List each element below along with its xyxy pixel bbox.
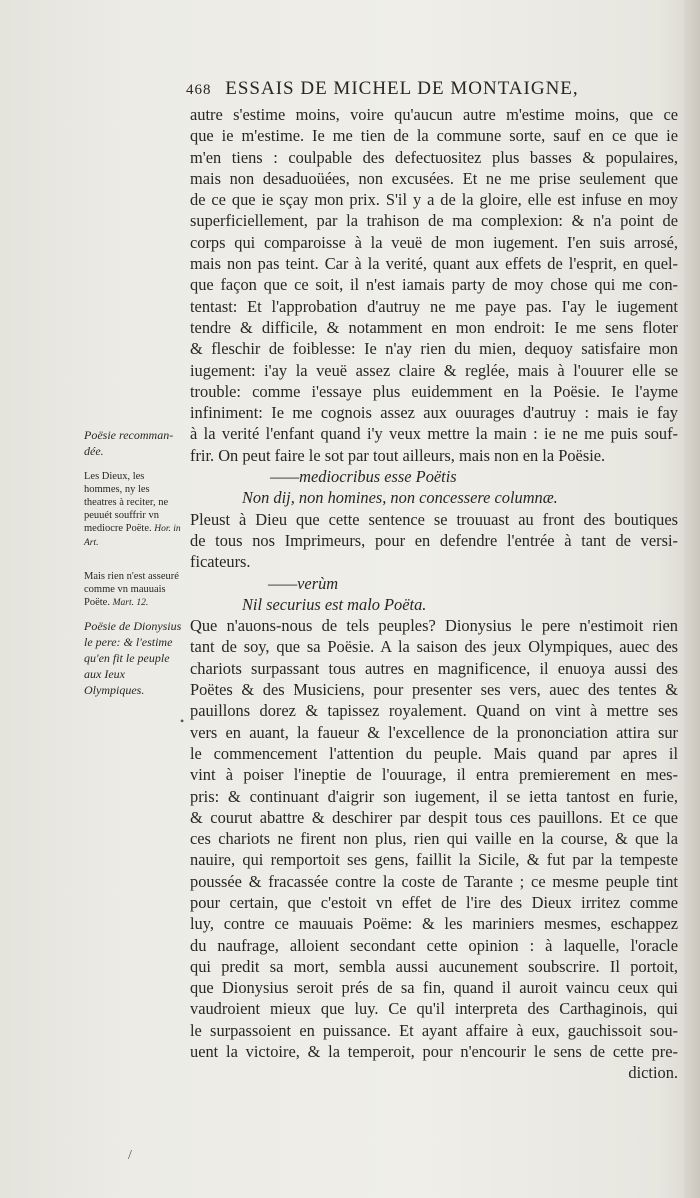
text-line: de tous nos Imprimeurs, pour en defendre l'entrée à tant de versi- <box>190 530 678 550</box>
text-line: ces chariots ne firent non plus, rien qui vaille en la course, & que la <box>190 829 678 849</box>
margin-note-reference: Mart. 12. <box>112 598 149 608</box>
text-line: ficateurs. <box>190 552 251 572</box>
margin-note-text: Mais rien n'est asseuré comme vn mauuais Poëte. <box>84 571 179 608</box>
verse-quote-line: ——verùm <box>268 573 339 593</box>
text-line: le surpassoient en puissance. Et ayant affaire à eux, gauchissoit sou- <box>190 1020 678 1040</box>
text-line: que Dionysius seroit prés de sa fin, quand il auroit vaincu ceux qui <box>190 978 678 998</box>
margin-note-dionysius: Poësie de Dionysius le pere: & l'estime qu'en fit le peuple aux Ieux Olympiques. <box>84 619 182 697</box>
text-line: & courut abattre & deschirer par despit tous ces pauillons. Et ce que <box>190 807 678 827</box>
page-number: 468 <box>186 82 212 98</box>
text-line: vers en auant, la faueur & l'excellence de la prononciation attira sur <box>190 722 678 742</box>
text-line: le commencement l'attention du peuple. Mais quand par apres il <box>190 743 678 763</box>
paper-mark: / <box>128 1148 132 1163</box>
margin-note-dieux <box>84 470 184 550</box>
margin-note-mauuais-poete <box>84 570 184 610</box>
text-line: de ce que ie sçay mon prix. S'il y a de la gloire, elle est infuse en moy <box>190 190 678 210</box>
running-title: ESSAIS DE MICHEL DE MONTAIGNE, <box>225 78 579 99</box>
text-line: que façon que ce soit, il n'est iamais party de moy chose qui me con- <box>190 275 678 295</box>
text-line: pauillons dorez & tapissez royalement. Quand on vint à mettre ses <box>190 701 678 721</box>
text-line: superficiellement, par la trahison de ma complexion: & n'a point de <box>190 211 678 231</box>
text-line: nauire, qui remportoit ses gens, faillit la Sicile, & fut par la tempeste <box>190 850 678 870</box>
text-line: tentast: Et l'approbation d'autruy ne me paye pas. I'ay le iugement <box>190 296 678 316</box>
text-line: du naufrage, alloient secondant cette opinion : à laquelle, l'oracle <box>190 935 678 955</box>
text-line: & fleschir de foiblesse: Ie n'ay rien du mien, dequoy satisfaire mon <box>190 339 678 359</box>
text-line: trouble: comme i'essaye plus euidemment en la Poësie. Ie l'ayme <box>190 381 678 401</box>
verse-quote-line: Non dij, non homines, non concessere columnæ. <box>242 488 558 508</box>
verse-quote-line: Nil securius est malo Poëta. <box>242 594 427 614</box>
text-line: tendre & difficile, & notamment en mon endroit: Ie me sens floter <box>190 317 678 337</box>
verse-quote-line: ——mediocribus esse Poëtis <box>270 467 457 487</box>
text-line: Poëtes & des Musiciens, pour presenter ses vers, auec des tentes & <box>190 680 678 700</box>
text-line: à la verité l'enfant quand i'y veux mettre la main : ie ne me puis souf- <box>190 424 678 444</box>
text-line: autre s'estime moins, voire qu'aucun autre m'estime moins, que ce <box>190 105 678 124</box>
text-line: mais non pas teint. Car à la verité, quant aux effets de l'esprit, en quel- <box>190 254 678 274</box>
margin-note-poesie: Poësie recomman-dée. <box>84 428 174 458</box>
text-line: m'en tiens : coulpable des defectuositez plus basses & populaires, <box>190 147 678 167</box>
text-line: pour certain, que c'estoit vn effet de l'ire des Dieux irritez comme <box>190 892 678 912</box>
text-line: pris: & continuant d'aigrir son iugement, il se ietta tantost en furie, <box>190 786 678 806</box>
text-line: iugement: i'ay la veuë assez claire & reglée, mais à l'ouurer elle se <box>190 360 678 380</box>
ink-speck: • <box>180 714 185 728</box>
facing-page-edge <box>684 0 700 1198</box>
text-line: vaudroient mieux que luy. Ce qu'il interpreta des Carthaginois, qui <box>190 999 678 1019</box>
text-line: Pleust à Dieu que cette sentence se trouuast au front des boutiques <box>190 509 678 529</box>
margin-note-text: Les Dieux, les hommes, ny les theatres à reciter, ne peuuét souffrir vn mediocre Poëte. <box>84 471 169 534</box>
margin-note-reference: Hor. in Art. <box>84 524 181 548</box>
text-line: frir. On peut faire le sot par tout ailleurs, mais non en la Poësie. <box>190 445 606 465</box>
text-line: mais non desaduoüées, non excusées. Et ne me prise seulement que <box>190 168 678 188</box>
text-line: tant de soy, que sa Poësie. A la saison des jeux Olympiques, auec des <box>190 637 678 657</box>
text-line: Que n'auons-nous de tels peuples? Dionysius le pere n'estimoit rien <box>190 616 678 636</box>
text-line: chariots surpassant tous autres en magnificence, il enuoya aussi des <box>190 658 678 678</box>
text-line: poussée & fracassée contre la coste de Tarante ; ce mesme peuple tint <box>190 871 678 891</box>
text-line: que ie m'estime. Ie me tien de la commune sorte, sauf en ce que ie <box>190 126 678 146</box>
main-text <box>190 104 678 1084</box>
text-line: vint à poiser l'ineptie de l'ouurage, il entra premierement en mes- <box>190 765 678 785</box>
text-line: qui predit sa mort, sembla aussi aucunement soubscrire. Il portoit, <box>190 956 678 976</box>
text-line: infiniment: Ie me cognois assez aux ouurages d'autruy : mais ie fay <box>190 403 678 423</box>
text-line: uent la victoire, & la temperoit, pour n'encourir le sens de cette pre- <box>190 1042 678 1062</box>
running-header <box>186 78 670 100</box>
text-line: luy, contre ce mauuais Poëme: & les mariniers mesmes, eschappez <box>190 914 678 934</box>
text-line: diction. <box>628 1063 678 1083</box>
text-line: corps qui comparoisse à la veuë de mon iugement. I'en suis arrosé, <box>190 232 678 252</box>
